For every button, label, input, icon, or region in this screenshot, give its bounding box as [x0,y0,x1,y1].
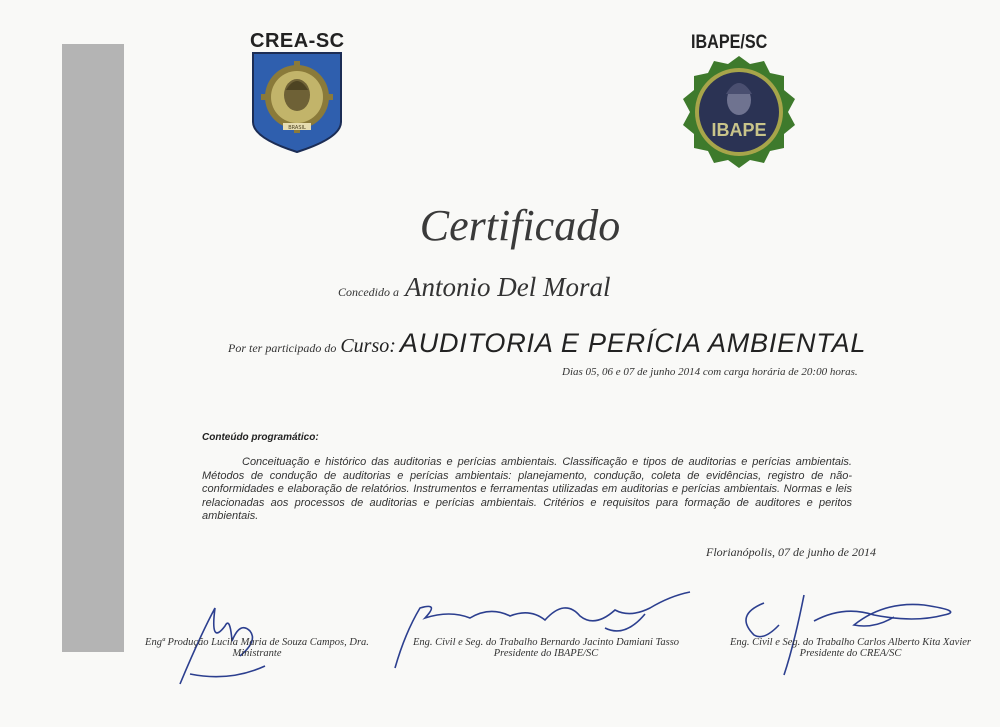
recipient-line [338,272,610,303]
signer-role: Presidente do CREA/SC [799,648,902,659]
course-dates: Dias 05, 06 e 07 de junho 2014 com carga horária de 20:00 horas. [562,366,858,378]
course-keyword: Curso: [340,335,396,357]
signature-scribble-2 [380,588,710,678]
content-body: Conceituação e histórico das auditorias e perícias ambientais. Classificação e tipos de auditorias e perícias ambientais. Métodos de condução de auditorias e perícias ambientais: planejamento, condução, coleta de evidências, registro de não-conformidades e elaboração de relatórios. Instrumentos e ferramentas utilizadas em auditorias e perícias ambientais. Normas e leis relacionadas aos processos de auditorias e perícias ambientais. Critérios e requisitos para formação de auditores e peritos ambientais. [202,456,852,523]
ibape-seal-logo [678,54,800,170]
crea-logo-label: CREA-SC [250,30,345,52]
signer-name: Engª Produção Lucila Maria de Souza Campos, Dra. [145,637,369,648]
ibape-seal-text: IBAPE [711,120,767,140]
ibape-logo-label: IBAPE/SC [691,32,768,53]
content-heading: Conteúdo programático: [202,432,319,443]
signature-block-3 [718,637,983,659]
signature-scribble-3 [724,585,974,685]
crea-ribbon-text: BRASIL [288,125,306,131]
recipient-name: Antonio Del Moral [405,272,611,302]
signature-block-2 [396,637,696,659]
place-date: Florianópolis, 07 de junho de 2014 [706,545,876,559]
signer-name: Eng. Civil e Seg. do Trabalho Bernardo Jacinto Damiani Tasso [412,637,680,648]
course-name: AUDITORIA E PERÍCIA AMBIENTAL [399,328,867,358]
signer-name: Eng. Civil e Seg. do Trabalho Carlos Alberto Kita Xavier [729,637,971,648]
course-line [228,328,866,359]
signer-role: Ministrante [232,648,282,659]
side-gray-band [62,44,124,652]
signer-role: Presidente do IBAPE/SC [493,648,599,659]
course-prefix: Por ter participado do [228,341,337,355]
crea-shield-logo [250,50,344,154]
certificate-title: Certificado [419,201,621,250]
signature-block-1 [132,637,382,659]
recipient-prefix: Concedido a [338,285,399,299]
